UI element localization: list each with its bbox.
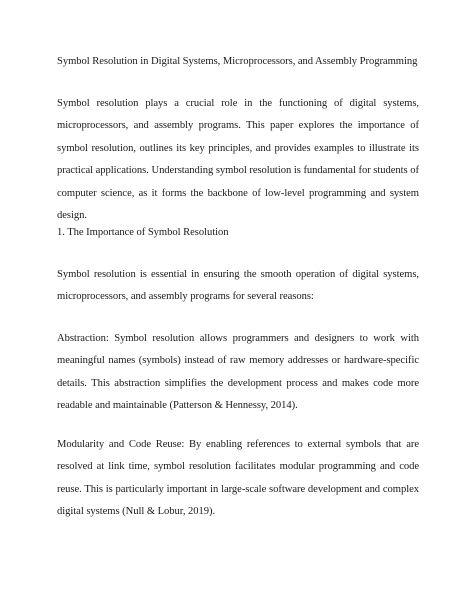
- intro-paragraph: Symbol resolution plays a crucial role in the functioning of digital systems, microprocessors, and assembly programs. This paper explores the importance of symbol resolution, outlines its key principles, and provides examples to illustrate its practical applications. Understanding symbol resolution is fundamental for students of computer science, as it forms the backbone of low-level programming and system design.: [57, 98, 419, 222]
- modularity-paragraph: Modularity and Code Reuse: By enabling references to external symbols that are resolved at link time, symbol resolution facilitates modular programming and code reuse. This is particularly important in large-scale software development and complex digital systems (Null & Lobur, 2019).: [57, 439, 419, 518]
- abstraction-paragraph: Abstraction: Symbol resolution allows programmers and designers to work with meaningful names (symbols) instead of raw memory addresses or hardware-specific details. This abstraction simplifies the development process and makes code more readable and maintainable (Patterson & Hennessy, 2014).: [57, 333, 419, 412]
- section-1-heading: 1. The Importance of Symbol Resolution: [57, 227, 229, 238]
- section-1-paragraph: Symbol resolution is essential in ensuring the smooth operation of digital systems, microprocessors, and assembly programs for several reasons:: [57, 269, 419, 303]
- document-title: Symbol Resolution in Digital Systems, Microprocessors, and Assembly Programming: [57, 56, 418, 67]
